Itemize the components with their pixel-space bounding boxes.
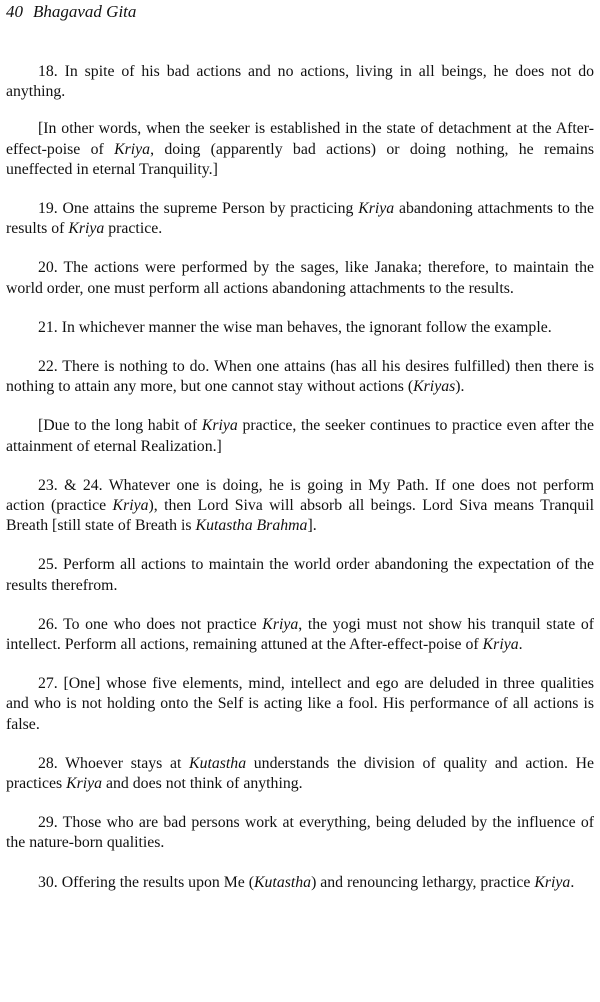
running-header: [6, 2, 136, 22]
verse-text: [Due to the long habit of: [38, 417, 202, 435]
italic-term: Kriya: [482, 636, 519, 654]
verse-text: practice.: [104, 220, 163, 238]
verse-text: ) and renouncing lethargy, practice: [311, 873, 535, 891]
verse-text: 28. Whoever stays at: [38, 754, 190, 772]
italic-term: Kriya: [262, 615, 299, 633]
italic-term: Kutastha: [254, 873, 312, 891]
book-title: Bhagavad Gita: [33, 2, 137, 21]
italic-term: Kutastha: [189, 754, 247, 772]
page-body: [6, 62, 594, 893]
verse-text: 23. & 24. Whatever one is doing, he is going in My Path. If one does not perform action (practice: [6, 476, 594, 515]
verse-text: practice, the seeker continues to practice even after the attainment of eternal Realization.]: [6, 417, 594, 455]
italic-term: Kriyas: [413, 378, 456, 396]
verse-text: ].: [307, 517, 317, 535]
verse-text: 19. One attains the supreme Person by practicing: [38, 200, 359, 218]
verse-text: 21. In whichever manner the wise man behaves, the ignorant follow the example.: [38, 318, 552, 336]
italic-term: Kriya: [112, 497, 149, 515]
italic-term: Kriya: [358, 200, 395, 218]
verse-19: [6, 199, 594, 239]
italic-term: Kriya: [66, 775, 103, 793]
commentary-18: [6, 119, 594, 180]
verse-22: [6, 357, 594, 397]
verse-23-24: [6, 476, 594, 537]
verse-text: , doing (apparently bad actions) or doing nothing, he remains uneffected in eternal Tranquility.]: [6, 140, 594, 178]
italic-term: Kriya: [114, 140, 151, 158]
verse-text: [In other words, when the seeker is established in the state of detachment at the After-effect-poise of: [6, 120, 594, 158]
verse-30: [6, 873, 594, 893]
verse-text: ), then Lord Siva will absorb all beings. Lord Siva means Tranquil Breath [still state of Breath is: [6, 497, 594, 535]
verse-20: [6, 258, 594, 298]
italic-term: Kriya: [68, 220, 105, 238]
verse-18: [6, 62, 594, 102]
verse-29: [6, 813, 594, 853]
verse-26: [6, 615, 594, 655]
verse-text: 25. Perform all actions to maintain the world order abandoning the expectation of the results therefrom.: [6, 556, 594, 594]
verse-text: ).: [455, 378, 465, 396]
verse-text: 22. There is nothing to do. When one attains (has all his desires fulfilled) then there is nothing to attain any more, but one cannot stay without actions (: [6, 358, 594, 396]
verse-27: [6, 674, 594, 735]
verse-text: 27. [One] whose five elements, mind, intellect and ego are deluded in three qualities and who is not holding onto the Self is acting like a fool. His performance of all actions is false.: [6, 675, 594, 733]
verse-text: 26. To one who does not practice: [38, 615, 263, 633]
italic-term: Kriya: [201, 417, 238, 435]
verse-text: , the yogi must not show his tranquil state of intellect. Perform all actions, remaining attuned at the After-effect-poise of: [6, 615, 595, 654]
verse-text: understands the division of quality and action. He practices: [6, 754, 594, 793]
verse-text: 18. In spite of his bad actions and no actions, living in all beings, he does not do anything.: [6, 63, 594, 101]
verse-text: 20. The actions were performed by the sages, like Janaka; therefore, to maintain the world order, one must perform all actions abandoning attachments to the results.: [6, 259, 594, 297]
verse-text: 29. Those who are bad persons work at everything, being deluded by the influence of the nature-born qualities.: [6, 814, 594, 852]
verse-text: .: [570, 873, 575, 891]
italic-term: Kriya: [534, 873, 571, 891]
verse-text: .: [518, 636, 523, 654]
page-number: 40: [6, 2, 23, 21]
verse-21: [6, 318, 594, 338]
verse-text: 30. Offering the results upon Me (: [38, 873, 254, 891]
verse-text: and does not think of anything.: [102, 775, 303, 793]
italic-term: Kutastha Brahma: [195, 517, 308, 535]
verse-text: abandoning attachments to the results of: [6, 200, 595, 238]
verse-25: [6, 555, 594, 595]
commentary-22: [6, 416, 594, 456]
verse-28: [6, 754, 594, 794]
